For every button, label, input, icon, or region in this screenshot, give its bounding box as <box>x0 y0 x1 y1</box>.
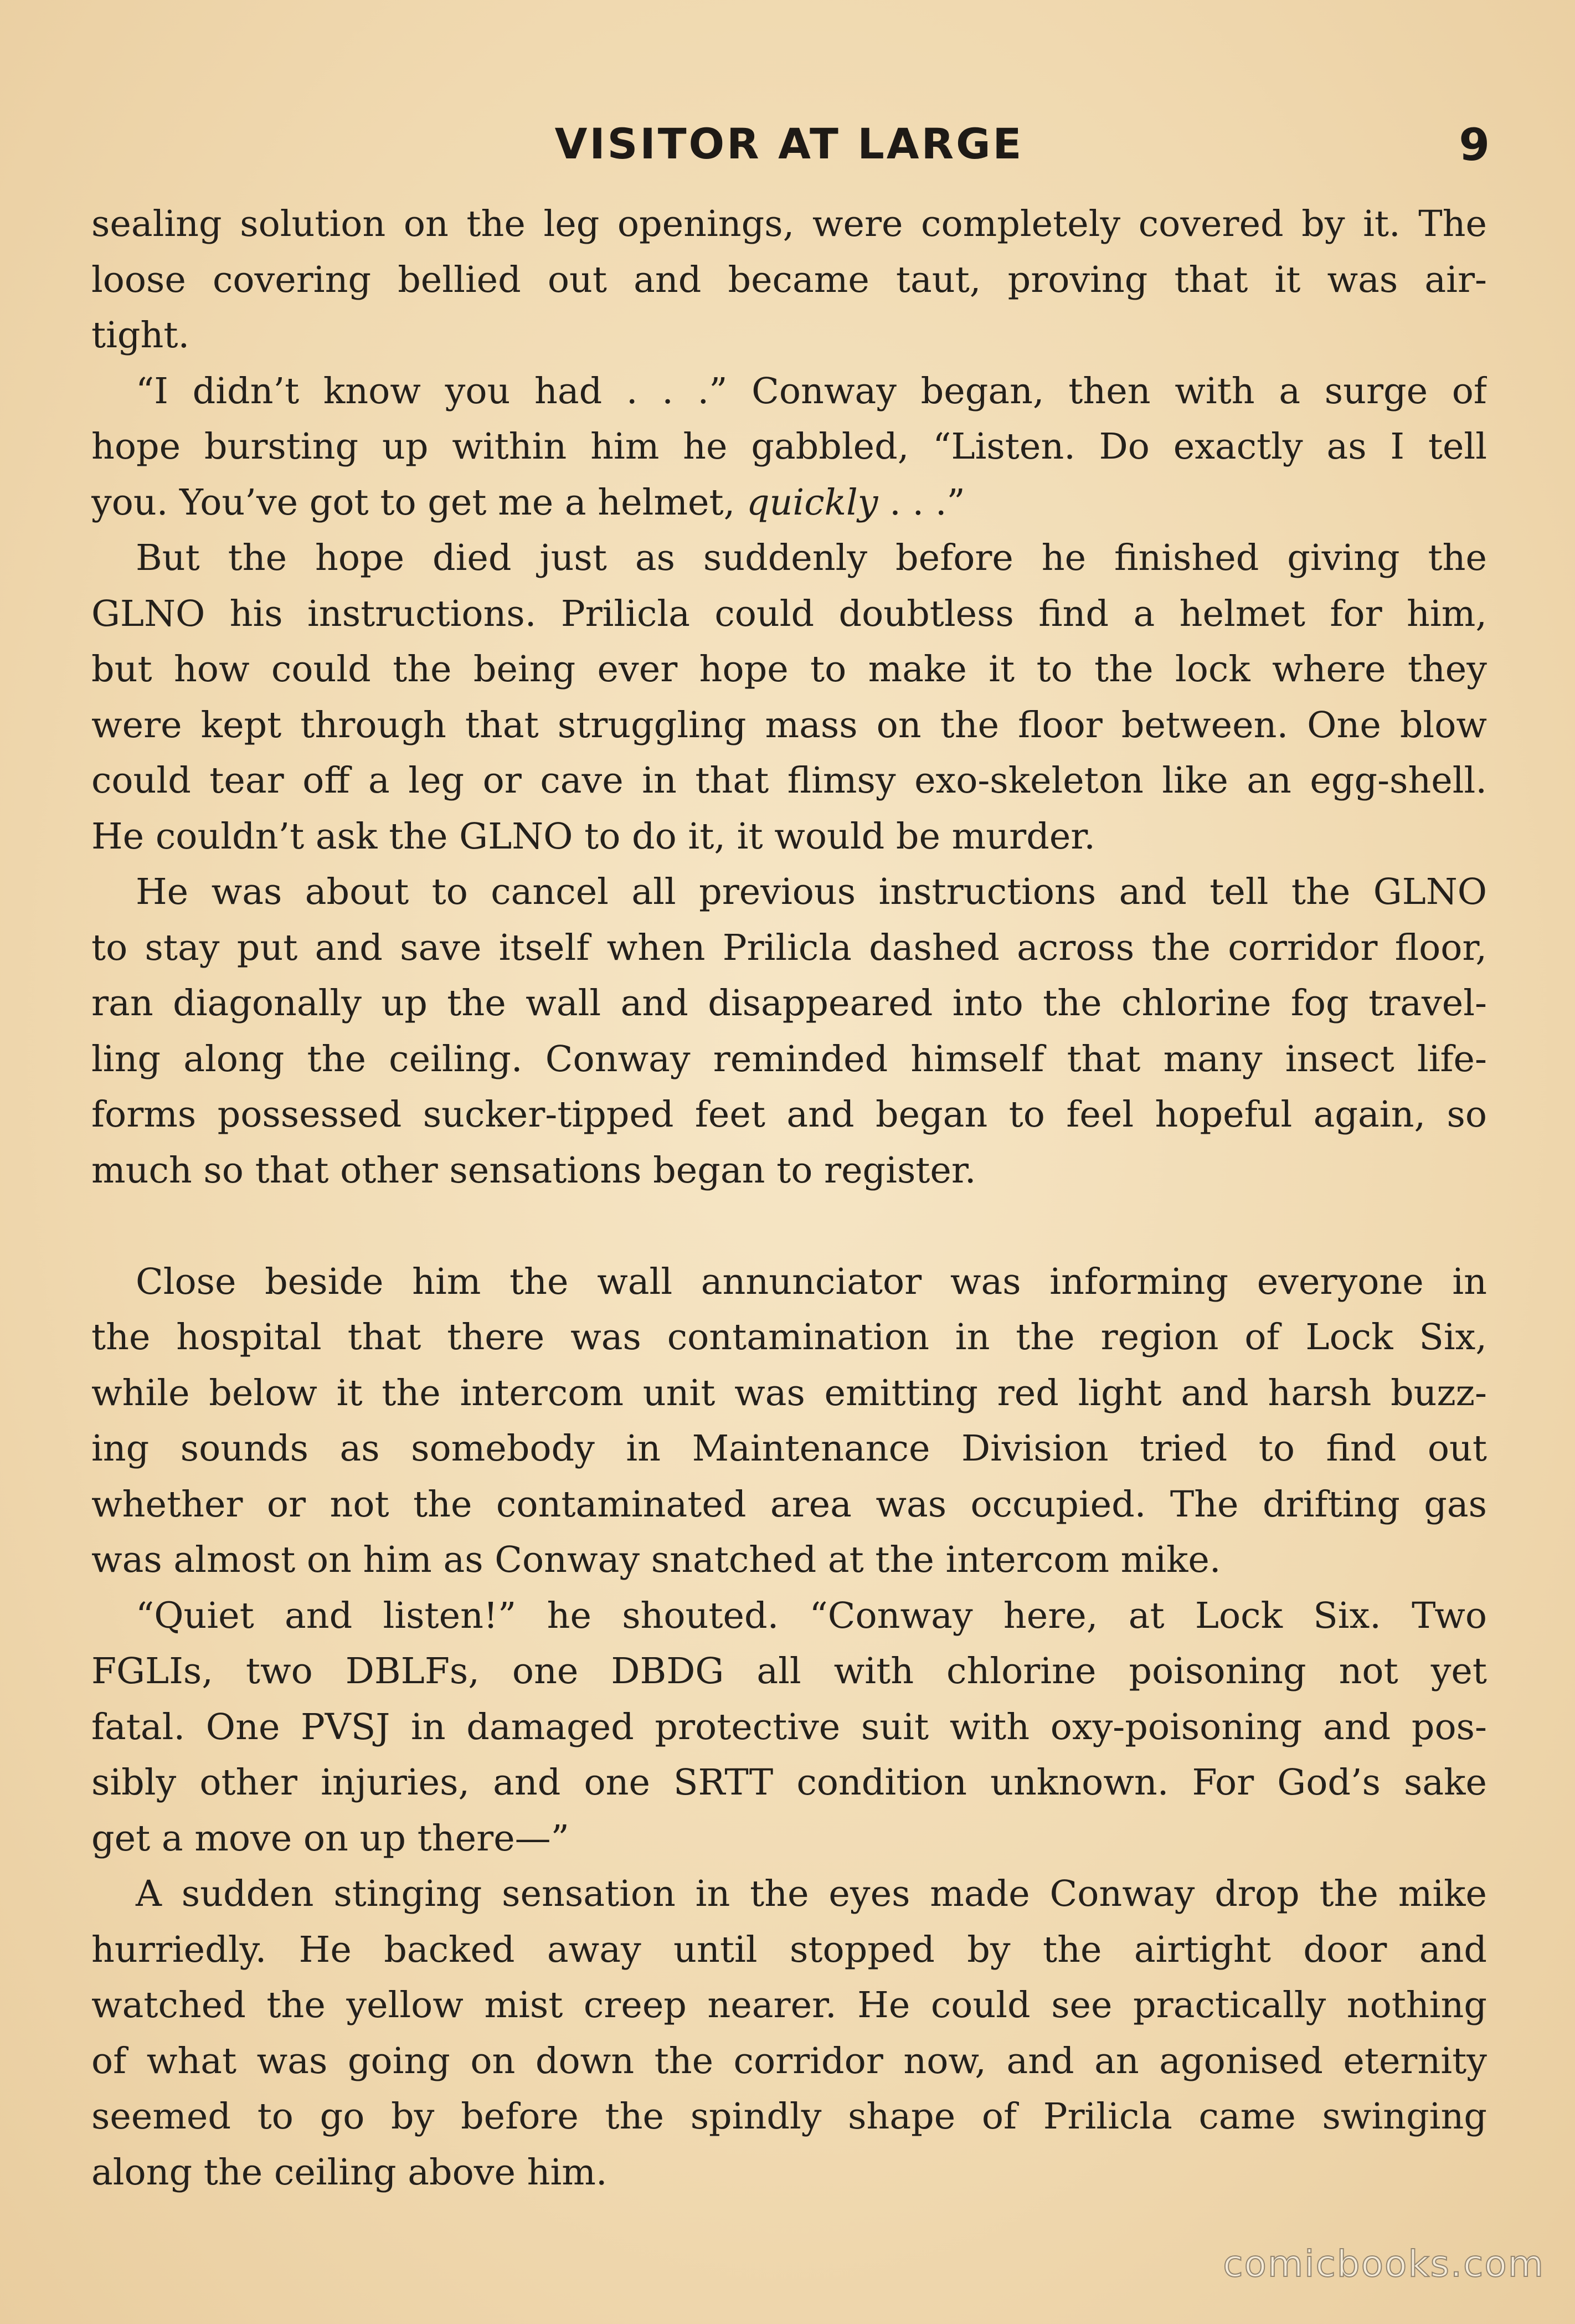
text-line: FGLIs, two DBLFs, one DBDG all with chlorine poisoning not yet <box>91 1651 1487 1692</box>
text-line: seemed to go by before the spindly shape of Prilicla came swinging <box>91 2096 1487 2137</box>
text-line: could tear off a leg or cave in that flimsy exo-skeleton like an egg-shell. <box>91 760 1487 801</box>
text-line: “I didn’t know you had . . .” Conway began, then with a surge of <box>136 370 1487 412</box>
text-line: hurriedly. He backed away until stopped by the airtight door and <box>91 1929 1487 1971</box>
text-line: But the hope died just as suddenly before he finished giving the <box>136 537 1487 579</box>
text-line: Close beside him the wall annunciator was informing everyone in <box>136 1261 1487 1303</box>
text-line: fatal. One PVSJ in damaged protective suit with oxy-poisoning and pos- <box>91 1706 1487 1748</box>
text-line: forms possessed sucker-tipped feet and began to feel hopeful again, so <box>91 1094 1487 1135</box>
text-line: of what was going on down the corridor now, and an agonised eternity <box>91 2040 1487 2082</box>
text-line: A sudden stinging sensation in the eyes made Conway drop the mike <box>136 1873 1487 1915</box>
text-line: watched the yellow mist creep nearer. He could see practically nothing <box>91 1984 1487 2026</box>
text-line: whether or not the contaminated area was occupied. The drifting gas <box>91 1483 1487 1525</box>
text-line: hope bursting up within him he gabbled, “Listen. Do exactly as I tell <box>91 426 1487 467</box>
text-line: sealing solution on the leg openings, were completely covered by it. The <box>91 203 1487 245</box>
text-line: much so that other sensations began to register. <box>91 1149 976 1191</box>
body-text <box>91 197 1487 2200</box>
watermark-logo: comicbooks.com <box>1223 2243 1545 2285</box>
text-line: ing sounds as somebody in Maintenance Division tried to find out <box>91 1428 1487 1469</box>
text-line: He was about to cancel all previous instructions and tell the GLNO <box>136 871 1487 913</box>
text-line: He couldn’t ask the GLNO to do it, it would be murder. <box>91 815 1095 857</box>
text-line: get a move on up there—” <box>91 1817 569 1859</box>
text-line: to stay put and save itself when Prilicla dashed across the corridor floor, <box>91 927 1487 969</box>
page-header <box>89 119 1490 180</box>
running-title: VISITOR AT LARGE <box>554 119 1024 168</box>
text-line: was almost on him as Conway snatched at the intercom mike. <box>91 1539 1221 1581</box>
text-line: sibly other injuries, and one SRTT condition unknown. For God’s sake <box>91 1762 1487 1803</box>
text-line: tight. <box>91 315 190 356</box>
text-line: “Quiet and listen!” he shouted. “Conway here, at Lock Six. Two <box>136 1595 1487 1637</box>
page-number: 9 <box>1459 119 1490 171</box>
emphasis: quickly <box>746 481 878 523</box>
text-line: but how could the being ever hope to make it to the lock where they <box>91 649 1487 690</box>
text-line: ling along the ceiling. Conway reminded himself that many insect life- <box>91 1038 1487 1080</box>
text-line: along the ceiling above him. <box>91 2151 608 2193</box>
text-line: the hospital that there was contamination in the region of Lock Six, <box>91 1317 1487 1358</box>
text-line: were kept through that struggling mass on the floor between. One blow <box>91 704 1487 746</box>
text-line: while below it the intercom unit was emitting red light and harsh buzz- <box>91 1372 1487 1414</box>
text-line: ran diagonally up the wall and disappeared into the chlorine fog travel- <box>91 983 1487 1024</box>
text-line: GLNO his instructions. Prilicla could doubtless find a helmet for him, <box>91 593 1487 635</box>
text-line: you. You’ve got to get me a helmet, quickly . . .” <box>91 481 965 523</box>
section-break <box>91 1199 1487 1254</box>
text-line: loose covering bellied out and became taut, proving that it was air- <box>91 259 1487 301</box>
